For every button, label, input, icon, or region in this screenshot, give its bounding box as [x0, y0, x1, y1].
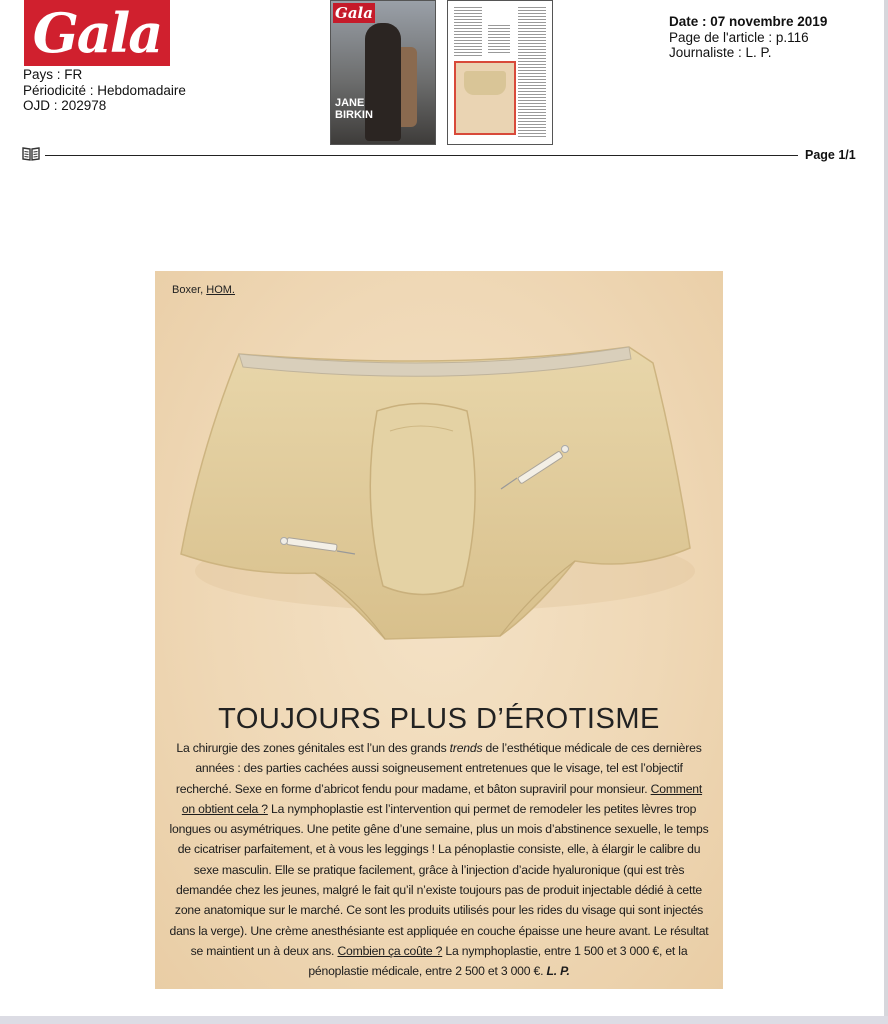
cover-figure: [365, 23, 401, 141]
periodicity: Périodicité : Hebdomadaire: [23, 82, 186, 98]
page-indicator: Page 1/1: [805, 148, 856, 162]
brand-link: HOM.: [206, 284, 235, 296]
article-clipping: [155, 271, 723, 989]
thumb-text-column: [518, 7, 546, 137]
article-headline: TOUJOURS PLUS D’ÉROTISME: [218, 703, 660, 735]
boxer-illustration: [155, 271, 723, 691]
book-icon: [22, 146, 40, 161]
gala-logo: Gala: [24, 0, 170, 66]
article-page: Page de l'article : p.116: [669, 29, 809, 45]
publication-meta: [23, 67, 186, 114]
date: Date : 07 novembre 2019: [669, 14, 828, 29]
thumb-text-column: [454, 7, 482, 57]
article-meta: [669, 14, 839, 61]
header-divider: [45, 155, 798, 156]
article-body: La chirurgie des zones génitales est l’un des grands trends de l’esthétique médicale de ces dernières années : des parties cachées aussi soigneusement entretenues que le visage, tel est l’objectif recherché. Sexe en forme d’abricot fendu pour madame, et bâton supraviril pour monsieur. Comment on obtient cela ? La nymphoplastie est l’intervention qui permet de remodeler les petites lèvres trop longues ou asymétriques. Une petite gêne d’une semaine, plus un mois d’abstinence sexuelle, le temps de cicatriser parfaitement, et à vous les leggings ! La pénoplastie consiste, elle, à élargir le calibre du sexe masculin. Elle se pratique facilement, grâce à l’injection d’acide hyaluronique (qui est très demandée chez les jeunes, malgré le fait qu’il n’existe toujours pas de produit injectable dédié à cette zone anatomique sur le marché. Ce sont les produits utilisés pour les rides du visage qui sont injectés dans la verge). Une crème anesthésiante est appliquée en couche épaisse une heure avant. Le résultat se maintient un à deux ans. Combien ça coûte ? La nymphoplastie, entre 1 500 et 3 000 €, et la pénoplastie médicale, entre 2 500 et 3 000 €. L. P.: [169, 741, 709, 979]
cover-logo: Gala: [333, 3, 375, 23]
question-how: Comment on obtient cela ?: [181, 781, 703, 816]
thumb-highlighted-article: [454, 61, 516, 135]
author-signature: L. P.: [546, 964, 570, 979]
magazine-cover-thumbnail[interactable]: [330, 0, 436, 145]
ojd: OJD : 202978: [23, 98, 107, 113]
thumb-text-column: [488, 25, 510, 53]
journalist: Journaliste : L. P.: [669, 45, 772, 60]
cover-headline: JANE BIRKIN: [335, 97, 373, 121]
question-cost: Combien ça coûte ?: [337, 943, 443, 958]
article-page-thumbnail[interactable]: [447, 0, 553, 145]
photo-credit: Boxer, HOM.: [172, 284, 235, 296]
country: Pays : FR: [23, 67, 83, 82]
bottom-edge: [0, 1016, 888, 1024]
scrollbar-track[interactable]: [884, 0, 888, 1024]
